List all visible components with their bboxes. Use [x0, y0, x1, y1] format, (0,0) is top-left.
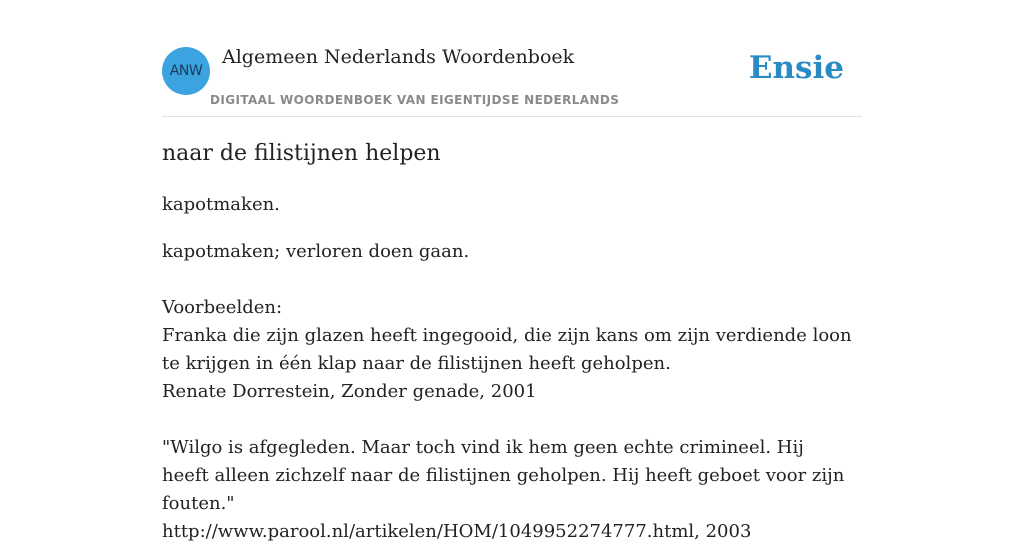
anw-logo[interactable]: ANW [162, 47, 210, 95]
example-source-link[interactable]: http://www.parool.nl/artikelen/HOM/1049952274777.html, 2003 [162, 521, 752, 542]
example-quote: "Wilgo is afgegleden. Maar toch vind ik hem geen echte crimineel. Hij heeft alleen zichzelf naar de filistijnen geholpen. Hij heeft geboet voor zijn fouten." [162, 437, 845, 514]
entry-title: naar de filistijnen helpen [162, 141, 441, 166]
spacer [162, 406, 852, 434]
site-title[interactable]: Algemeen Nederlands Woordenboek [222, 46, 575, 68]
short-definition: kapotmaken. [162, 194, 280, 215]
example-quote: Franka die zijn glazen heeft ingegooid, die zijn kans om zijn verdiende loon te krijgen in één klap naar de filistijnen heeft geholpen. [162, 325, 852, 374]
site-header [162, 0, 862, 117]
examples-label: Voorbeelden: [162, 297, 283, 318]
example-source: Renate Dorrestein, Zonder genade, 2001 [162, 381, 537, 402]
spacer [162, 266, 852, 294]
ensie-logo[interactable]: Ensie [748, 50, 844, 86]
entry-content [162, 138, 852, 546]
site-subtitle: DIGITAAL WOORDENBOEK VAN EIGENTIJDSE NEDERLANDS [210, 93, 620, 107]
long-definition: kapotmaken; verloren doen gaan. [162, 241, 470, 262]
